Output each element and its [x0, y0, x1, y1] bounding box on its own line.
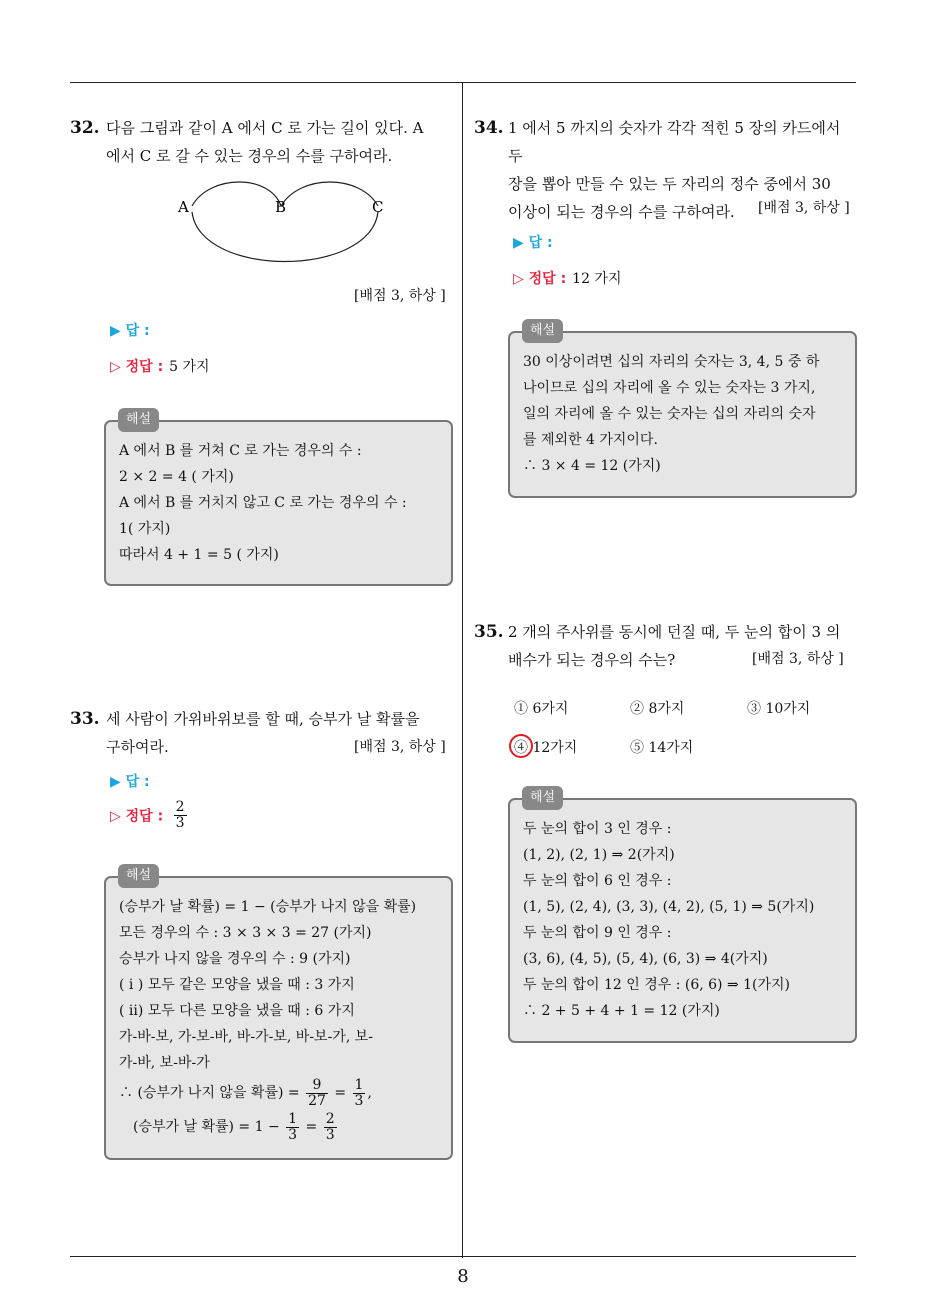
correct-answer: ▷ 정답 : 12 가지: [513, 271, 622, 287]
explanation-box: 해설 두 눈의 합이 3 인 경우 : (1, 2), (2, 1) ⇒ 2(가지) 두 눈의 합이 6 인 경우 : (1, 5), (2, 4), (3, 3), (4, 2), (5, 1) ⇒ 5(가지) 두 눈의 합이 9 인 경우 : (3, 6), (4, 5), (5, 4), (6, 3) ⇒ 4(가지) 두 눈의 합이 12 인 경우 : (6, 6) ⇒ 1(가지) ∴ 2 + 5 + 4 + 1 = 12 (가지): [508, 798, 857, 1043]
explanation-box: 해설 30 이상이려면 십의 자리의 숫자는 3, 4, 5 중 하 나이므로 십의 자리에 올 수 있는 숫자는 3 가지, 일의 자리에 올 수 있는 숫자는 십의 자리의 숫자 를 제외한 4 가지이다. ∴ 3 × 4 = 12 (가지): [508, 331, 857, 498]
question-number: 32.: [70, 118, 100, 138]
explanation-tag: 해설: [118, 408, 159, 432]
score-label: [배점 3, 하상 ]: [354, 288, 446, 304]
question-text: 다음 그림과 같이 A 에서 C 로 가는 길이 있다. A 에서 C 로 갈 수 있는 경우의 수를 구하여라.: [106, 119, 424, 165]
top-rule: [70, 82, 856, 83]
path-a-b: [192, 182, 281, 206]
score-label: [배점 3, 하상 ]: [758, 200, 850, 216]
question-number: 34.: [474, 118, 504, 138]
selected-answer-mark: [509, 734, 533, 758]
choice-4[interactable]: ④ 12가지: [514, 740, 578, 756]
explanation-box: 해설 A 에서 B 를 거쳐 C 로 가는 경우의 수 : 2 × 2 = 4 ( 가지) A 에서 B 를 거치지 않고 C 로 가는 경우의 수 : 1( 가지) 따라서 4 + 1 = 5 ( 가지): [104, 420, 453, 586]
node-c-label: C: [372, 198, 384, 216]
choice-5[interactable]: ⑤ 14가지: [630, 740, 694, 756]
choice-2[interactable]: ② 8가지: [630, 701, 685, 717]
node-a-label: A: [178, 198, 189, 216]
choice-1[interactable]: ① 6가지: [514, 701, 569, 717]
page-number: 8: [457, 1266, 469, 1287]
answer-input-label[interactable]: ▶ 답 :: [110, 774, 150, 790]
answer-input-label[interactable]: ▶ 답 :: [110, 323, 150, 339]
formula-line-1: ∴ (승부가 나지 않을 확률) = $\frac{9}{27}$ = $\frac{1}{3}$ ,: [119, 1076, 372, 1109]
question-text: 세 사람이 가위바위보를 할 때, 승부가 날 확률을 구하여라.: [106, 710, 420, 756]
route-diagram: [170, 178, 400, 268]
explanation-box: 해설 (승부가 날 확률) = 1 − (승부가 나지 않을 확률) 모든 경우의 수 : 3 × 3 × 3 = 27 (가지) 승부가 나지 않을 경우의 수 : 9 (가지) ( i ) 모두 같은 모양을 냈을 때 : 3 가지 ( ii) 모두 다른 모양을 냈을 때 : 6 가지 가-바-보, 가-보-바, 바-가-보, 바-보-가, 보- 가-바, 보-바-가 ∴ (승부가 나지 않을 확률) = $\frac{9}{27}$ = $\frac{1}{3}$ , (승부가 날 확률) = 1 − $\frac{1}{3}$ = $\frac{2}{3}$: [104, 876, 453, 1160]
question-number: 33.: [70, 709, 100, 729]
answer-input-label[interactable]: ▶ 답 :: [513, 235, 553, 251]
correct-answer: ▷ 정답 : $\frac{2}{3}$: [110, 799, 185, 831]
node-b-label: B: [275, 198, 287, 216]
explanation-tag: 해설: [522, 786, 563, 810]
explanation-tag: 해설: [118, 864, 159, 888]
answer-fraction: $\frac{2}{3}$: [175, 799, 185, 831]
question-number: 35.: [474, 622, 504, 642]
score-label: [배점 3, 하상 ]: [752, 651, 844, 667]
question-text: 1 에서 5 까지의 숫자가 각각 적힌 5 장의 카드에서 두 장을 뽑아 만들 수 있는 두 자리의 정수 중에서 30 이상이 되는 경우의 수를 구하여라.: [508, 119, 841, 221]
column-divider: [462, 83, 463, 1258]
path-b-c: [281, 182, 378, 206]
formula-line-2: (승부가 날 확률) = 1 − $\frac{1}{3}$ = $\frac{2}{3}$: [133, 1110, 335, 1143]
bottom-rule: [70, 1256, 856, 1257]
choice-3[interactable]: ③ 10가지: [747, 701, 811, 717]
score-label: [배점 3, 하상 ]: [354, 739, 446, 755]
correct-answer: ▷ 정답 : 5 가지: [110, 359, 210, 375]
question-text: 2 개의 주사위를 동시에 던질 때, 두 눈의 합이 3 의 배수가 되는 경우의 수는?: [508, 623, 841, 669]
path-a-c: [192, 212, 378, 262]
explanation-tag: 해설: [522, 319, 563, 343]
